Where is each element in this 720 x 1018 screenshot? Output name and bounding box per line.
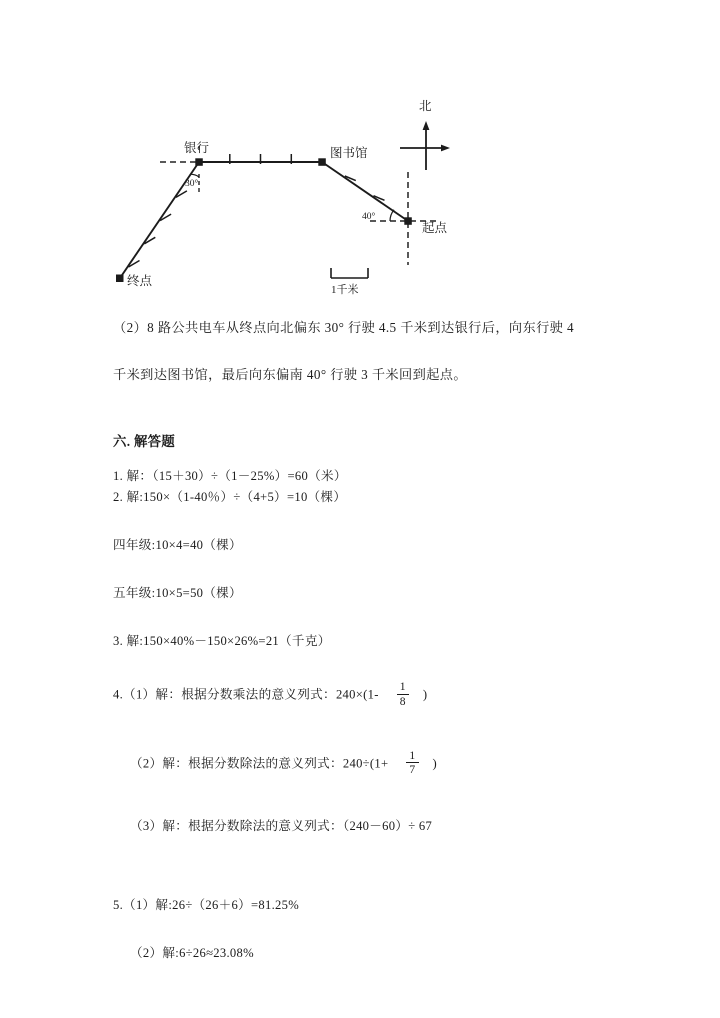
question-line-2: 千米到达图书馆，最后向东偏南 40° 行驶 3 千米回到起点。 [113, 366, 467, 382]
answer-q4-part2 [113, 750, 673, 777]
node-marker-end [116, 275, 124, 283]
node-marker-start [404, 217, 412, 225]
node-label-bank: 银行 [184, 141, 210, 155]
node-marker-library [318, 158, 326, 166]
node-label-end: 终点 [127, 274, 153, 288]
fraction-denominator: 8 [397, 694, 409, 708]
answer-q5-part1: 5.（1）解:26÷（26＋6）=81.25% [113, 898, 300, 913]
angle-label-bank: 30° [185, 179, 199, 189]
answer-q4-part3: （3）解：根据分数除法的意义列式：（240－60）÷ 67 [130, 819, 433, 834]
fraction-one-eighth [397, 681, 409, 708]
spacer-before-section [113, 412, 673, 431]
compass-north-arrowhead [423, 121, 430, 130]
answer-q2-grade5: 五年级:10×5=50（棵） [113, 586, 242, 601]
route-map-svg [0, 52, 720, 307]
node-marker-bank [195, 158, 203, 166]
compass-rose [400, 99, 450, 170]
start-angle-arc [390, 210, 394, 221]
answer-q4-part2-suffix: ) [432, 756, 438, 771]
answer-q4-part1 [113, 681, 673, 708]
angle-label-start: 40° [362, 212, 376, 222]
answer-q4-part2-prefix: （2）解：根据分数除法的意义列式：240÷(1+ [130, 756, 389, 771]
spacer-q2-grade4 [113, 507, 673, 537]
spacer-q4p2-q4p3 [113, 776, 673, 818]
scale-bar-label: 1千米 [331, 284, 359, 296]
spacer-q4-q5 [113, 836, 673, 878]
spacer-q4-q5-extra [113, 878, 673, 897]
spacer-q5p1-q5p2 [113, 915, 673, 945]
route-map-figure [0, 52, 720, 307]
spacer-grade5-q3 [113, 603, 673, 633]
fraction-numerator: 1 [409, 748, 416, 762]
spacer-grade4-grade5 [113, 555, 673, 585]
answer-q3: 3. 解:150×40%－150×26%=21（千克） [113, 634, 331, 649]
content-text-flow [113, 318, 673, 963]
compass-north-label: 北 [419, 99, 432, 113]
question-line-1: （2）8 路公共电车从终点向北偏东 30° 行驶 4.5 千米到达银行后，向东行驶 4 [113, 320, 574, 335]
node-label-library: 图书馆 [330, 146, 368, 160]
compass-east-arrowhead [441, 145, 450, 152]
section-heading: 六. 解答题 [113, 433, 176, 449]
ticks-library-to-start [345, 176, 385, 200]
answer-q2-grade4: 四年级:10×4=40（棵） [113, 538, 242, 553]
ticks-end-to-bank [129, 191, 187, 267]
bank-angle-arc [191, 174, 199, 177]
spacer-q3-q4 [113, 651, 673, 681]
fraction-one-seventh [406, 750, 418, 777]
scale-bar [331, 268, 368, 296]
answer-q5-part2: （2）解:6÷26≈23.08% [130, 945, 254, 960]
fraction-denominator: 7 [406, 762, 418, 776]
fraction-numerator: 1 [399, 679, 406, 693]
spacer-q4p1-q4p2 [113, 708, 673, 750]
answer-q2: 2. 解:150×（1-40％）÷（4+5）=10（棵） [113, 490, 347, 505]
answer-q4-part1-prefix: 4.（1）解：根据分数乘法的意义列式：240×(1- [113, 687, 379, 702]
node-label-start: 起点 [422, 221, 448, 235]
answer-q4-part1-suffix: ) [422, 687, 428, 702]
answer-q1: 1. 解：（15＋30）÷（1－25%）=60（米） [113, 468, 347, 483]
